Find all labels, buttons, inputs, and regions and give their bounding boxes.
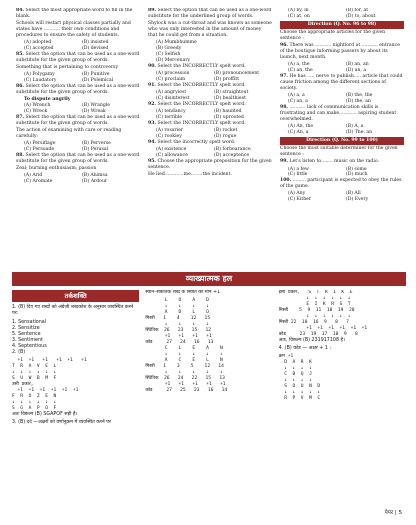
option-item: (A) a few	[288, 166, 309, 172]
option-item: (B) Greedy	[156, 46, 182, 52]
options-list	[148, 128, 272, 140]
option-item: (A) a, a	[288, 93, 305, 99]
question-number: 94.	[148, 139, 156, 145]
option-item: (B) for, at	[346, 8, 369, 13]
question-text	[280, 74, 404, 92]
working-line: S O U N D	[278, 383, 321, 389]
questions-area	[16, 8, 404, 270]
working-line: ↓ ↓ ↓ ↓ ↓ ↓	[278, 295, 351, 301]
option-item: (C) disinterest	[156, 95, 190, 101]
option-item: (A) Persiflage	[24, 141, 56, 147]
working-line: +1 +1 +1 +1 +1 +1	[12, 358, 87, 364]
option-item: (C) Laudatory	[24, 78, 57, 84]
options-list	[148, 40, 272, 64]
working-line: ↓ ↓ ↓ ↓ ↓ ↓	[12, 400, 57, 406]
option-item: (B) A, a	[346, 123, 364, 129]
answer-3: 3. (B) दर्द —अक्षरों को वर्णानुक्रम में व्यवस्थित करने पर	[12, 420, 111, 426]
working-line: A C E L N	[145, 357, 223, 363]
working-line: स्थितिक 26 24 22 15 13	[145, 375, 225, 381]
question-number: 86.	[16, 84, 24, 90]
right-working	[279, 296, 406, 338]
question-number: 90.	[148, 63, 156, 69]
option-item: (C) Persuade	[24, 146, 55, 152]
option-item: (B) straightout	[214, 89, 249, 95]
question-number: 99.	[280, 159, 288, 165]
option-item: (B) Perverse	[82, 141, 111, 147]
option-item: (A) a, the	[288, 62, 310, 68]
option-item: (C) Wreck	[24, 108, 48, 114]
working-line: A D L O	[145, 310, 209, 316]
option-item: (B) forbearance	[214, 146, 251, 152]
options-list	[148, 71, 272, 83]
question-body: Select the option that can be used as a one-word substitute for the underlined group of words.	[148, 8, 272, 19]
option-item: (D) Wreak	[82, 108, 106, 114]
option-item: (B) an, an	[346, 62, 369, 68]
working-line: +1 +1 +1 +1 +1 +1	[12, 388, 79, 394]
options-list	[280, 8, 404, 20]
working-line: ↓ ↓ ↓ ↓ ↓	[145, 351, 223, 357]
question-text	[148, 172, 272, 178]
question-text	[16, 8, 140, 20]
working-line: मिस्त्री 5 9 11 18 19 20	[278, 307, 355, 313]
question-number: 95.	[148, 158, 156, 164]
working-line: कोड 27 24 16 13	[145, 339, 214, 345]
working-line: F R O Z E N	[12, 394, 57, 400]
options-list	[280, 62, 404, 74]
page-footer: पेपर | 5	[384, 509, 402, 516]
answer-2-working	[12, 358, 139, 412]
solutions-band-title: व्याख्यात्मक हल	[12, 272, 406, 286]
option-item: (B) some	[346, 166, 367, 172]
option-item: (C) at, on	[288, 13, 310, 19]
solutions-left	[12, 290, 139, 508]
option-item: (C) allowance	[156, 152, 188, 158]
working-line: कोड 23 19 17 10 9 8	[278, 331, 358, 337]
option-item: (B) the, the	[346, 93, 373, 99]
option-item: (D) much	[346, 172, 368, 178]
option-item: (D) Ardour	[82, 179, 108, 185]
option-item: (D) uprooted	[214, 114, 244, 120]
working-line: ↓ ↓ ↓ ↓ ↓ ↓	[278, 313, 351, 319]
option-item: (A) Polygamy	[24, 72, 55, 78]
question-text	[148, 8, 272, 20]
column-3	[280, 8, 404, 270]
option-item: (B) insisted	[82, 40, 109, 46]
question-body: Select the option that can be used as a one-word substitute for the given group of words.	[16, 114, 140, 126]
question-text	[148, 121, 272, 127]
question-body: There was ........... nightlord at ........... entrance of the boutique informing passers by about its launch, next month.	[280, 43, 400, 61]
answer-1-item: 3. Sentiment	[12, 337, 43, 343]
option-item: (D) Every	[346, 197, 369, 203]
question-body: Something that is pertaining to controversy	[16, 65, 119, 71]
question-text	[148, 140, 272, 146]
question-text	[16, 21, 140, 39]
option-item: (C) an, a	[288, 99, 308, 105]
option-item: (D) rogue	[214, 133, 237, 139]
question-text	[280, 159, 404, 165]
direction-heading: Direction (Q. No. 99 to 100)	[280, 137, 404, 144]
option-item: (B) haunted	[214, 108, 242, 114]
option-item: (D) an, a	[346, 68, 367, 74]
working-line: मिस्त्री 1 3 5 12 14	[145, 363, 224, 369]
option-item: (B) Ahimsa	[82, 173, 108, 179]
question-body: Select the incorrectly spelt word.	[157, 139, 236, 145]
solutions-middle	[145, 290, 272, 508]
question-number: 96.	[280, 43, 288, 49]
working-line: ↓ ↓ ↓ ↓	[278, 377, 312, 383]
question-text	[148, 83, 272, 89]
option-item: (A) angryiest	[156, 89, 187, 95]
question-text	[280, 43, 404, 61]
question-number: 87.	[16, 114, 24, 120]
working-line: ↓ ↓ ↓ ↓ ↓ ↓	[12, 370, 57, 376]
question-text	[280, 178, 404, 190]
question-text	[16, 153, 140, 165]
working-line: स्थितिक 26 23 15 12	[145, 327, 212, 333]
working-line: T R A V E L	[12, 364, 57, 370]
working-line: C B Q J	[278, 371, 312, 377]
working-line: S G A P O F	[12, 406, 57, 412]
question-body: He lied.............me........the incident.	[148, 171, 232, 177]
option-item: (B) All	[346, 191, 361, 197]
answer-1-item: 5. Sentence	[12, 331, 41, 337]
option-item: (C) accepted	[24, 46, 54, 52]
option-item: (D) Polemical	[82, 78, 114, 84]
option-item: (A) Wrench	[24, 103, 51, 109]
question-number: 89.	[148, 8, 156, 13]
answer-1-item: 2. Sensitize	[12, 325, 40, 331]
option-item: (D) acceptence	[214, 152, 250, 158]
option-item: (A) Mumbhumme	[156, 40, 197, 46]
answer-4: 4. (B) कोड — अक्षर + 1 :	[278, 345, 331, 351]
working-line: ↓ ↓ ↓ ↓	[278, 365, 312, 371]
working-line: C L E A N	[145, 345, 223, 351]
question-number: 88.	[16, 152, 24, 158]
option-item: (D) to, about	[346, 13, 376, 19]
option-item: (C) terrible	[156, 114, 183, 120]
options-list	[16, 141, 140, 153]
question-body: Select the most appropriate word to fill in the blank.	[16, 8, 133, 19]
question-text	[16, 115, 140, 127]
option-item: (C) little	[288, 172, 308, 178]
question-body: Zeal; burning enthusiasm; passion	[16, 166, 97, 171]
working-line: R P V M C	[278, 395, 321, 401]
working-line: D A R K	[278, 359, 312, 365]
question-body: Select the INCORRECTLY spelt word.	[157, 82, 246, 88]
option-item: (C) Either	[288, 197, 312, 203]
right-note: अतः, विकल्प (B) 231917108 है।	[278, 337, 345, 343]
options-list	[148, 90, 272, 102]
question-text	[148, 159, 272, 171]
option-item: (C) rookiey	[156, 133, 182, 139]
working-line: +1 +1 +1 +1	[145, 333, 212, 339]
answer-1: 1. (B) दिए गए शब्दों को अंग्रेजी शब्दकोश के अनुसार व्यवस्थित करने पर:	[12, 305, 134, 317]
working-line: क्रम +1	[278, 354, 294, 359]
option-item: (D) Mercenary	[156, 57, 191, 63]
option-item: (A) adopted	[24, 40, 52, 46]
answer-2: 2. (B)	[12, 350, 26, 356]
question-body: Choose the most suitable determiner for the given sentence :	[280, 146, 398, 157]
question-text	[280, 146, 404, 158]
option-item: (D) The, an	[346, 129, 373, 135]
question-body: ........... lack of communication skills is frustrating and can make............ aspiring student overwhelmed.	[280, 104, 397, 122]
option-item: (A) Any	[288, 191, 306, 197]
question-text	[148, 21, 272, 39]
answer-1-item: 1. Sensational	[12, 319, 47, 325]
option-item: (B) Wrangle	[82, 103, 110, 109]
middle-working	[145, 298, 272, 394]
question-body: Choose the appropriate articles for the given sentence :	[280, 30, 386, 42]
question-subtext: To dispute angrily	[24, 97, 71, 103]
option-item: (A) An, the	[288, 123, 314, 129]
answer-4-working	[279, 354, 406, 402]
solutions-area	[12, 290, 406, 508]
question-body: Select the option that can be used as a one-word substitute for the given group of words.	[16, 51, 140, 63]
column-1	[16, 8, 140, 270]
section-title: तर्कशक्ति	[12, 290, 139, 302]
option-item: (D) proffitt	[214, 76, 240, 82]
working-line: उसी प्रकार,	[12, 382, 34, 388]
working-line: S U W B M F	[12, 376, 57, 382]
question-number: 93.	[148, 120, 156, 126]
question-number: 84.	[16, 8, 24, 13]
question-text	[16, 128, 140, 140]
question-number: 85.	[16, 51, 24, 57]
options-list	[280, 93, 404, 105]
question-text	[16, 84, 140, 96]
question-text	[148, 64, 272, 70]
working-line: ↓ ↓ ↓ ↓	[145, 304, 209, 310]
question-text	[16, 65, 140, 71]
option-item: (B) Punitive	[82, 72, 110, 78]
working-line: L O A D	[145, 298, 209, 304]
options-list	[280, 167, 404, 179]
options-list	[16, 40, 140, 52]
working-line: +1 +1 +1 +1 +1 +1	[278, 325, 368, 331]
option-item: (A) tendancy	[156, 108, 186, 114]
working-line: ↓ ↓ ↓ ↓ ↓	[278, 389, 321, 395]
middle-intro: स्थान–संकेतिक शब्द के स्थिति का मान +1	[145, 290, 221, 295]
question-body: ......... participant is expected to obey the rules of the game.	[280, 178, 402, 190]
option-item: (B) pronouncement	[214, 70, 260, 76]
answer-2-note: अतः विकल्प (B) SGAPOF सही है।	[12, 412, 78, 418]
working-line: ↓ ↓ ↓ ↓	[145, 322, 209, 327]
option-item: (C) proclaim	[156, 76, 186, 82]
option-item: (C) Selfish	[156, 51, 181, 57]
question-body: Select the INCORRECTLY spelt word.	[157, 120, 246, 126]
option-item: (A) by, in	[288, 8, 309, 13]
question-body: Shylock was a cut-throat and was known as someone who was only interested in the amount of money that he could get from a situation.	[148, 21, 272, 38]
question-body: Select the INCORRECTLY spelt word.	[157, 63, 246, 69]
direction-heading: Direction (Q. No. 96 to 98)	[280, 21, 404, 28]
option-item: (A) rosarier	[156, 127, 183, 133]
options-list	[16, 72, 140, 84]
working-line: +1 +1 +1 +1 +1	[145, 381, 226, 387]
option-item: (D) healthiest	[214, 95, 246, 101]
options-list	[148, 147, 272, 159]
question-body: Schools will restart physical classes partially and states have ........... their own conditions and procedures to ensure the safety of students.	[16, 21, 131, 38]
working-line: ↓ ↓ ↓ ↓ ↓	[145, 369, 223, 375]
question-body: He has ..... nerve to publish..... article that could cause friction among the different sections of society.	[280, 74, 403, 91]
question-text	[16, 166, 140, 172]
solutions-right	[279, 290, 406, 508]
question-text	[16, 52, 140, 64]
question-text	[148, 102, 272, 108]
options-list	[16, 103, 140, 115]
working-line: कोड 27 25 23 16 14	[145, 387, 228, 393]
question-number: 100.	[280, 178, 292, 184]
question-body: Choose the appropriate preposition for the given sentence.	[148, 158, 272, 170]
question-number: 91.	[148, 82, 156, 88]
options-list	[148, 109, 272, 121]
working-line: मिस्त्री 22 18 16 9 8 7	[278, 319, 349, 325]
question-number: 92.	[148, 101, 156, 107]
right-intro: इसी प्रकार, S T R I K E	[278, 290, 353, 295]
question-text	[280, 30, 404, 42]
option-item: (D) the, an	[346, 99, 371, 105]
question-number: 97.	[280, 74, 288, 80]
answer-1-item: 4. Septentious	[12, 344, 47, 350]
option-item: (C) An, a	[288, 129, 309, 135]
options-list	[280, 124, 404, 136]
option-item: (D) Perusal	[82, 146, 109, 152]
column-2	[148, 8, 272, 270]
options-list	[16, 173, 140, 185]
options-list	[280, 191, 404, 203]
option-item: (B) rocket	[214, 127, 238, 133]
working-line: E I K R S T	[278, 301, 351, 307]
working-line: मिस्त्री 1 4 12 15	[145, 316, 211, 322]
option-item: (C) Aromate	[24, 179, 53, 185]
option-item: (A) Arid	[24, 173, 43, 179]
question-number: 98.	[280, 104, 288, 110]
question-body: Let's listen to........ music on the radio.	[289, 159, 379, 165]
option-item: (A) procession	[156, 70, 190, 76]
option-item: (C) an, the	[288, 68, 313, 74]
question-body: The action of examining with care or reading carefully:	[16, 127, 122, 139]
option-item: (D) devised	[82, 46, 109, 52]
question-body: Select the option that can be used as a one-word substitute for the given group of words.	[16, 152, 140, 164]
question-body: Select the option that can be used as a one-word substitute for the given group of words.	[16, 84, 140, 95]
question-body: Select the INCORRECTLY spelt word.	[157, 101, 246, 107]
option-item: (A) existence	[156, 146, 187, 152]
answer-1-list	[12, 320, 139, 351]
question-text	[280, 105, 404, 123]
